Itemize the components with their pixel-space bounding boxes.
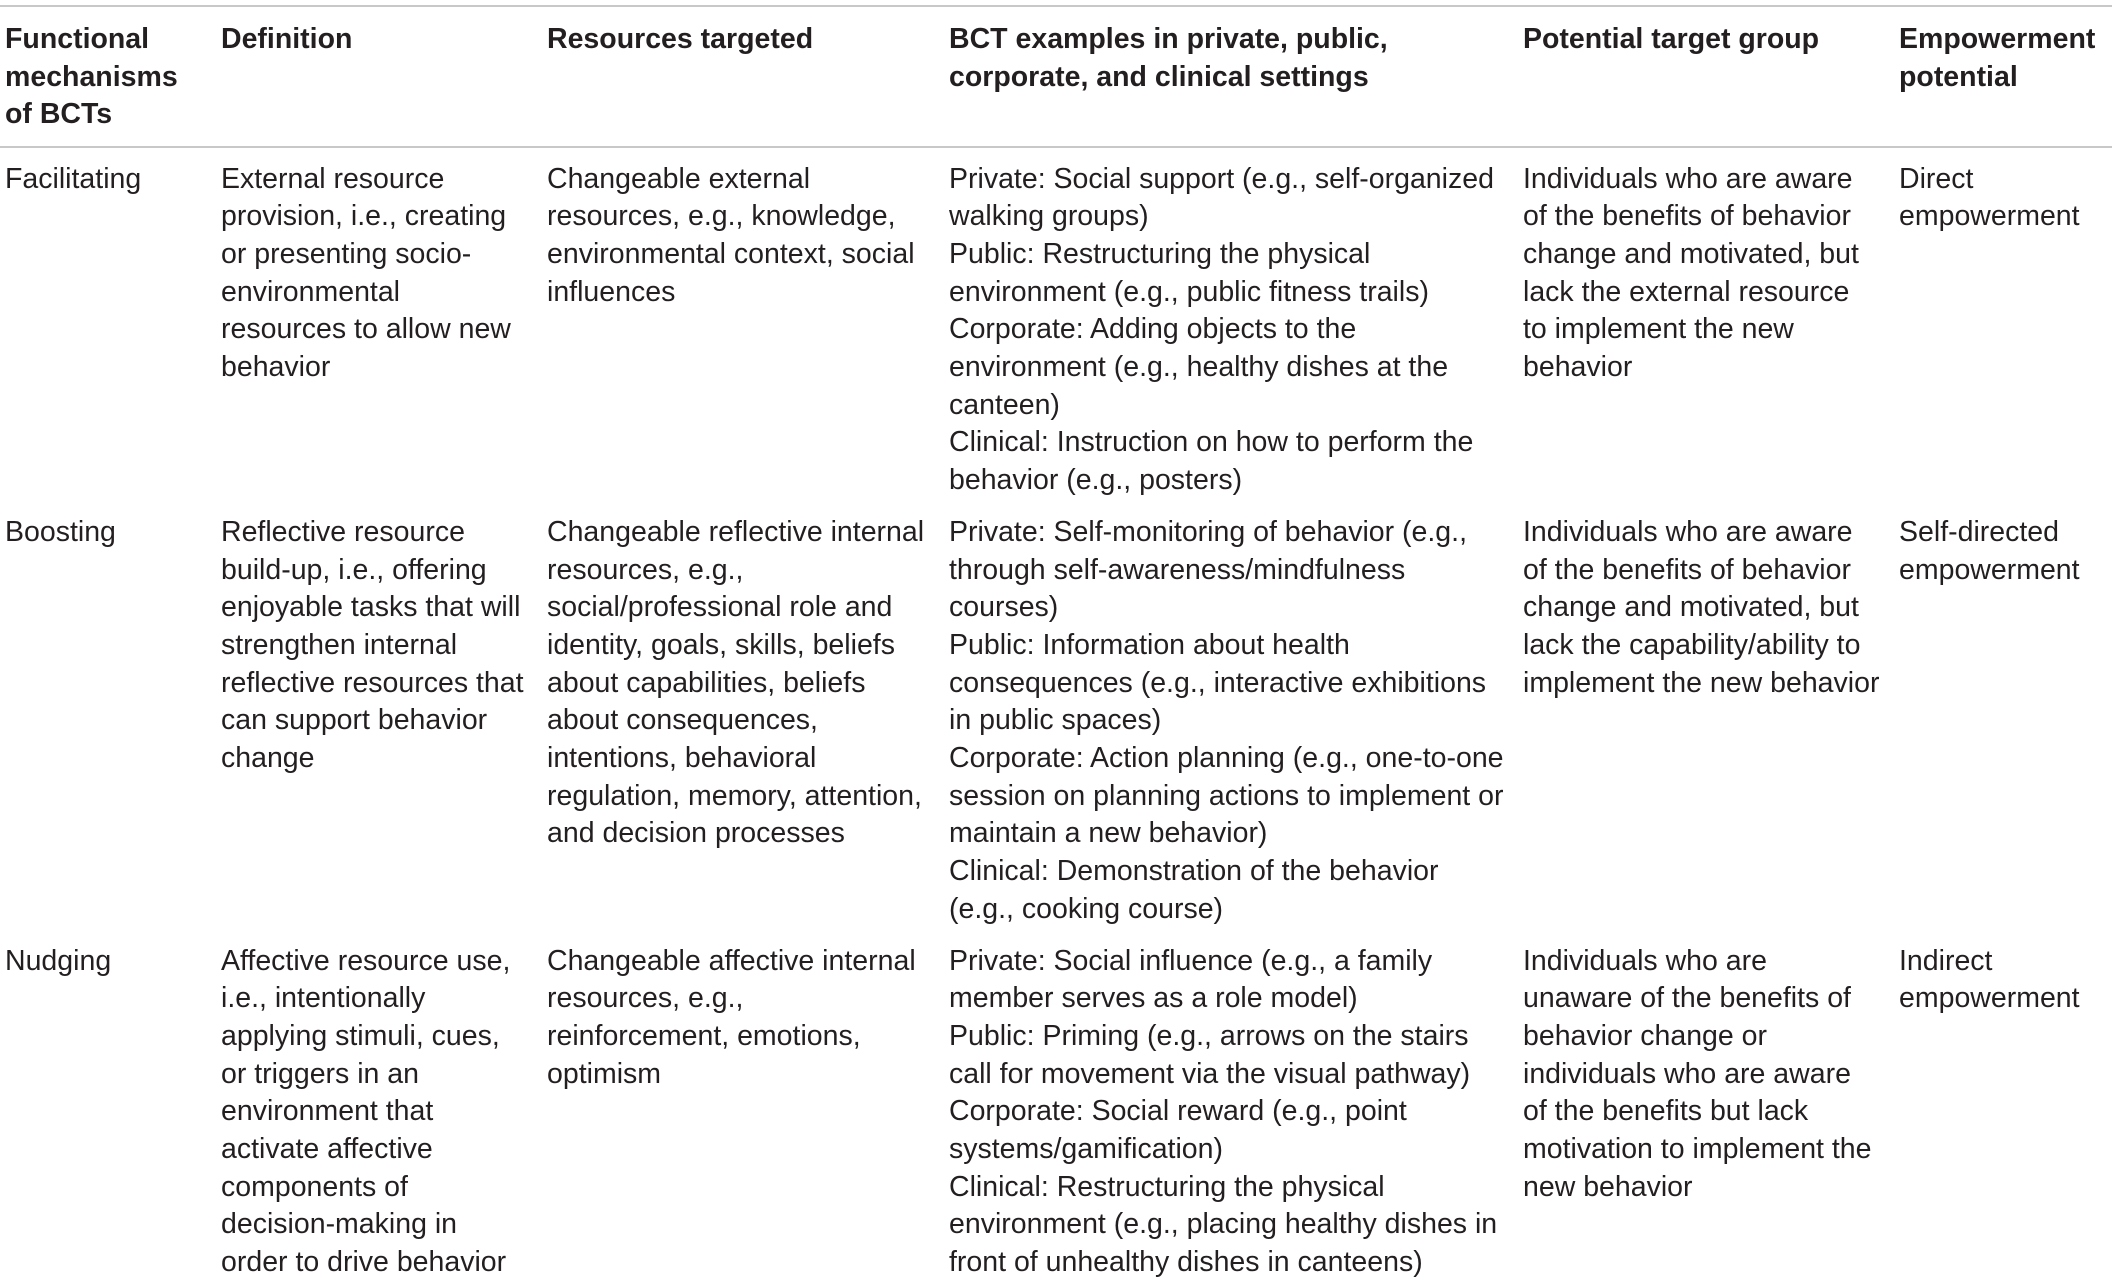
cell-target-group: Individuals who are aware of the benefits of behavior change and motivated, but lack the capability/ability to implement the new behavior	[1523, 515, 1880, 699]
cell-examples	[944, 502, 1518, 931]
cell-definition: Affective resource use, i.e., intentionally applying stimuli, cues, or triggers in an environment that activate affective components of decision-making in order to drive behavior	[221, 944, 511, 1279]
cell-examples	[944, 931, 1518, 1284]
example-public: Public: Priming (e.g., arrows on the stairs call for movement via the visual pathway)	[949, 1019, 1471, 1090]
example-corporate: Corporate: Social reward (e.g., point systems/gamification)	[949, 1095, 1407, 1166]
header-functional-mechanisms: Functional mechanisms of BCTs	[0, 6, 216, 147]
cell-empowerment: Indirect empowerment	[1899, 944, 2080, 1015]
example-public: Public: Information about health consequences (e.g., interactive exhibitions in public spaces)	[949, 628, 1487, 737]
example-private: Private: Social support (e.g., self-organized walking groups)	[949, 162, 1494, 233]
cell-resources: Changeable affective internal resources, e.g., reinforcement, emotions, optimism	[547, 944, 916, 1090]
example-clinical: Clinical: Restructuring the physical environment (e.g., placing healthy dishes in front of unhealthy dishes in canteens)	[949, 1170, 1498, 1279]
header-row	[0, 6, 2112, 147]
header-bct-examples: BCT examples in private, public, corporate, and clinical settings	[944, 6, 1518, 147]
cell-target-group: Individuals who are unaware of the benefits of behavior change or individuals who are aware of the benefits but lack motivation to implement the new behavior	[1523, 944, 1872, 1203]
table-row	[0, 147, 2112, 502]
example-clinical: Clinical: Instruction on how to perform the behavior (e.g., posters)	[949, 426, 1474, 497]
example-corporate: Corporate: Adding objects to the environment (e.g., healthy dishes at the canteen)	[949, 313, 1449, 421]
table-header	[0, 6, 2112, 147]
example-private: Private: Social influence (e.g., a family member serves as a role model)	[949, 944, 1433, 1015]
cell-empowerment: Direct empowerment	[1899, 162, 2080, 233]
example-corporate: Corporate: Action planning (e.g., one-to-one session on planning actions to implement or maintain a new behavior)	[949, 742, 1504, 850]
table-body	[0, 147, 2112, 1284]
example-private: Private: Self-monitoring of behavior (e.g., through self-awareness/mindfulness courses)	[949, 515, 1467, 624]
cell-mechanism: Facilitating	[5, 162, 142, 195]
bct-mechanisms-table	[0, 5, 2112, 1284]
header-empowerment-potential: Empowerment potential	[1894, 6, 2112, 147]
cell-mechanism: Boosting	[5, 515, 116, 548]
table-row	[0, 931, 2112, 1284]
header-potential-target-group: Potential target group	[1518, 6, 1894, 147]
header-resources-targeted: Resources targeted	[542, 6, 944, 147]
cell-empowerment: Self-directed empowerment	[1899, 515, 2080, 586]
cell-definition: External resource provision, i.e., creating or presenting socio-environmental resources to allow new behavior	[221, 162, 511, 384]
header-definition: Definition	[216, 6, 542, 147]
table-row	[0, 502, 2112, 931]
cell-resources: Changeable external resources, e.g., knowledge, environmental context, social influences	[547, 162, 915, 308]
cell-resources: Changeable reflective internal resources, e.g., social/professional role and identity, goals, skills, beliefs about capabilities, beliefs about consequences, intentions, behavioral regulation, memory, attention, and decision processes	[547, 515, 925, 850]
example-clinical: Clinical: Demonstration of the behavior (e.g., cooking course)	[949, 855, 1439, 925]
cell-target-group: Individuals who are aware of the benefits of behavior change and motivated, but lack the external resource to implement the new behavior	[1523, 162, 1859, 384]
example-public: Public: Restructuring the physical environment (e.g., public fitness trails)	[949, 237, 1429, 308]
cell-definition: Reflective resource build-up, i.e., offering enjoyable tasks that will strengthen internal reflective resources that can support behavior change	[221, 515, 524, 775]
cell-examples	[944, 147, 1518, 502]
cell-mechanism: Nudging	[5, 944, 112, 977]
